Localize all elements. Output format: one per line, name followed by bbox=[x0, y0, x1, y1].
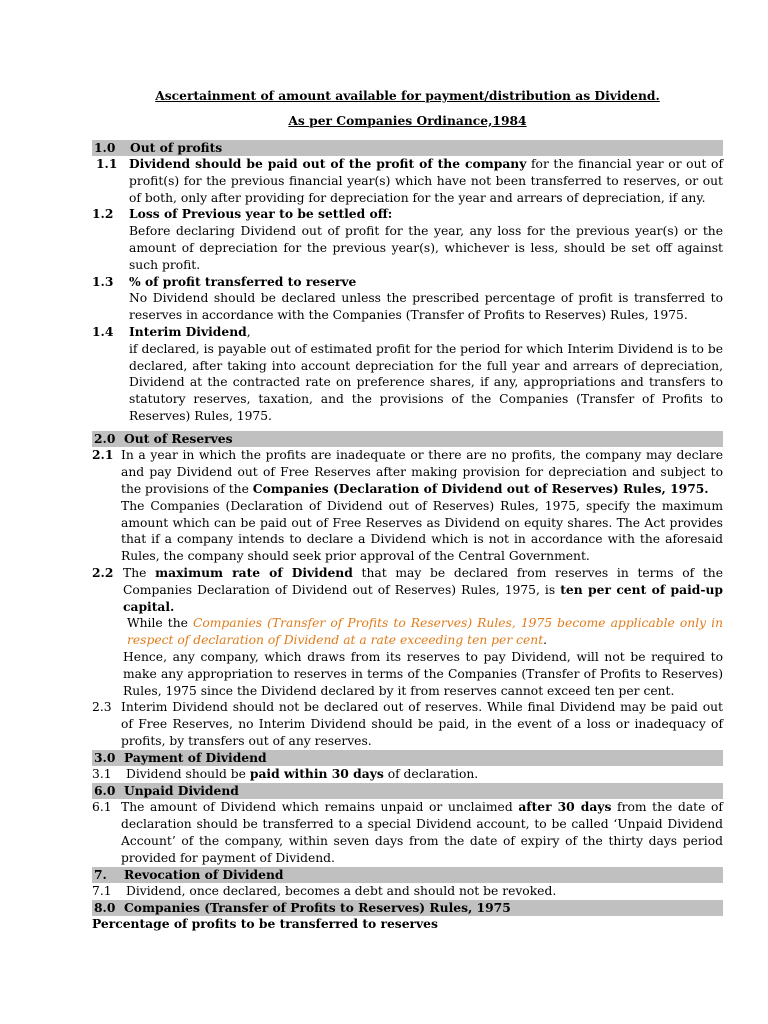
clause-text: Dividend, once declared, becomes a debt and should not be revoked. bbox=[126, 884, 557, 899]
clause-bold-text: maximum rate of Dividend bbox=[155, 564, 353, 580]
clause-bold-text: Dividend should be paid out of the profit of the company bbox=[129, 156, 527, 172]
clause-2-3 bbox=[92, 699, 723, 749]
clause-text: of declaration. bbox=[383, 767, 479, 782]
section-header-payment-of-dividend bbox=[92, 750, 723, 767]
clause-number: 6.1 bbox=[92, 800, 112, 815]
section-title: Out of profits bbox=[130, 139, 223, 155]
subheading-percentage-of-profits: Percentage of profits to be transferred to reserves bbox=[92, 916, 438, 932]
clause-heading: % of profit transferred to reserve bbox=[129, 273, 357, 289]
section-header-transfer-of-profits-rules bbox=[92, 900, 723, 917]
clause-text: if declared, is payable out of estimated profit for the period for which Interim Dividend is to be declared, after taking into account depreciation for the full year and arrears of depreciation, Dividend at the contracted rate on preference shares, if any, appropriations and transfers to statutory reserves, taxation, and the provisions of the Companies (Transfer of Profits to Reserves) Rules, 1975. bbox=[129, 341, 723, 424]
document-subtitle: As per Companies Ordinance,1984 bbox=[288, 112, 527, 128]
clause-text: . bbox=[543, 633, 548, 648]
clause-number: 2.2 bbox=[92, 564, 114, 580]
clause-bold-text: after 30 days bbox=[518, 799, 612, 815]
document-page bbox=[92, 88, 723, 933]
clause-heading: Loss of Previous year to be settled off: bbox=[129, 206, 393, 222]
clause-bold-text: ten per cent of paid-up capital. bbox=[123, 581, 723, 614]
clause-number: 2.1 bbox=[92, 447, 114, 463]
clause-text: The amount of Dividend which remains unpaid or unclaimed bbox=[121, 800, 519, 815]
highlighted-text: Companies (Transfer of Profits to Reserves) Rules, 1975 become applicable only in respect of declaration of Dividend at a rate exceeding ten per cent bbox=[127, 616, 723, 648]
clause-1-2 bbox=[92, 206, 723, 223]
clause-1-4 bbox=[92, 324, 723, 341]
clause-6-1 bbox=[92, 799, 723, 866]
clause-text: Hence, any company, which draws from its reserves to pay Dividend, will not be required to make any appropriation to reserves in terms of the Companies (Transfer of Profits to Reserves) Rules, 1975 since the Dividend declared by it from reserves cannot exceed ten per cent. bbox=[123, 649, 723, 698]
clause-number: 2.3 bbox=[92, 700, 112, 715]
clause-text: No Dividend should be declared unless the prescribed percentage of profit is transferred to reserves in accordance with the Companies (Transfer of Profits to Reserves) Rules, 1975. bbox=[129, 291, 723, 323]
clause-bold-text: paid within 30 days bbox=[249, 766, 384, 782]
clause-3-1 bbox=[92, 766, 723, 783]
clause-1-1 bbox=[92, 156, 723, 206]
clause-text: In a year in which the profits are inadequate or there are no profits, the company may declare and pay Dividend out of Free Reserves after making provision for depreciation and subject to the provisions of the bbox=[121, 448, 723, 496]
clause-text: The bbox=[123, 565, 156, 580]
clause-text: The Companies (Declaration of Dividend out of Reserves) Rules, 1975, specify the maximum amount which can be paid out of Free Reserves as Dividend on equity shares. The Act provides that if a company intends to declare a Dividend which is not in accordance with the aforesaid Rules, the company should seek prior approval of the Central Government. bbox=[121, 498, 723, 564]
clause-number: 1.2 bbox=[92, 206, 114, 222]
section-number: 1.0 bbox=[94, 139, 116, 155]
section-header-revocation-of-dividend bbox=[92, 867, 723, 884]
clause-number: 7.1 bbox=[92, 884, 112, 899]
clause-2-2 bbox=[92, 565, 723, 699]
section-number: 3.0 bbox=[94, 749, 116, 765]
section-title: Revocation of Dividend bbox=[124, 866, 284, 882]
clause-text: Dividend should be bbox=[126, 767, 250, 782]
section-title: Out of Reserves bbox=[124, 430, 233, 446]
section-header-out-of-reserves bbox=[92, 431, 723, 448]
clause-heading: Interim Dividend bbox=[129, 324, 247, 340]
clause-text: Interim Dividend should not be declared out of reserves. While final Dividend may be paid out of Free Reserves, no Interim Dividend should be paid, in the event of a loss or inadequacy of profits, by transfers out of any reserves. bbox=[121, 700, 723, 748]
clause-bold-text: Companies (Declaration of Dividend out of Reserves) Rules, 1975. bbox=[252, 480, 709, 496]
clause-2-1 bbox=[92, 447, 723, 565]
section-header-out-of-profits bbox=[92, 140, 723, 157]
section-number: 2.0 bbox=[94, 430, 116, 446]
clause-7-1 bbox=[92, 883, 723, 900]
clause-number: 1.4 bbox=[92, 324, 114, 340]
clause-comma: , bbox=[246, 325, 251, 340]
clause-text: Before declaring Dividend out of profit for the year, any loss for the previous year(s) or the amount of depreciation for the previous year(s), whichever is less, should be set off against such profit. bbox=[129, 224, 723, 272]
section-title: Payment of Dividend bbox=[124, 749, 267, 765]
section-header-unpaid-dividend bbox=[92, 783, 723, 800]
clause-number: 1.1 bbox=[96, 156, 118, 172]
section-number: 8.0 bbox=[94, 899, 116, 915]
clause-number: 1.3 bbox=[92, 273, 114, 289]
section-title: Unpaid Dividend bbox=[124, 782, 239, 798]
clause-number: 3.1 bbox=[92, 767, 112, 782]
clause-text: While the bbox=[127, 616, 193, 631]
clause-text: from the date of declaration should be transferred to a special Dividend account, to be called ‘Unpaid Dividend Account’ of the company, within seven days from the date of expiry of the thirty days period provided for payment of Dividend. bbox=[121, 800, 723, 865]
section-number: 7. bbox=[94, 866, 107, 882]
clause-text: that may be declared from reserves in terms of the Companies Declaration of Dividend out of Reserves) Rules, 1975, is bbox=[123, 565, 724, 597]
section-number: 6.0 bbox=[94, 782, 116, 798]
clause-text: for the financial year or out of profit(s) for the previous financial year(s) which have not been transferred to reserves, or out of both, only after providing for depreciation for the year and arrears of depreciation, if any. bbox=[129, 157, 723, 205]
section-title: Companies (Transfer of Profits to Reserves) Rules, 1975 bbox=[124, 899, 511, 915]
clause-1-3 bbox=[92, 274, 723, 291]
document-title: Ascertainment of amount available for payment/distribution as Dividend. bbox=[155, 88, 660, 103]
